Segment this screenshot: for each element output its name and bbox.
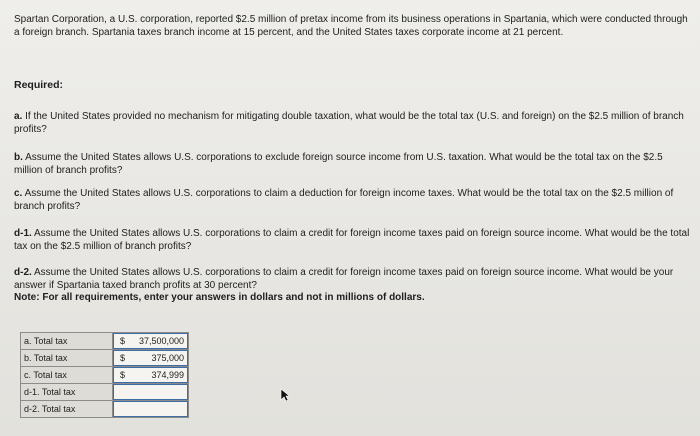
question-c-text: Assume the United States allows U.S. corporations to claim a deduction for foreign income taxes. What would be the total tax on the $2.5 million of branch profits? [14,188,674,212]
answer-value-c: 374,999 [151,370,184,380]
question-a [14,111,690,136]
answer-cell-d1[interactable] [113,384,189,401]
question-d1-text: Assume the United States allows U.S. corporations to claim a credit for foreign income taxes paid on foreign source income. What would be the total tax on the $2.5 million of branch profits? [14,228,690,252]
question-d2-label: d-2. [14,267,32,278]
answer-row-d2 [21,401,189,418]
question-d2 [14,267,690,292]
answer-label-d1: d-1. Total tax [21,384,113,401]
answer-row-a [21,333,189,350]
currency-symbol: $ [120,370,126,380]
note-text: Note: For all requirements, enter your answers in dollars and not in millions of dollars. [14,292,425,303]
answer-row-c [21,367,189,384]
answer-label-a: a. Total tax [21,333,113,350]
answer-value-a: 37,500,000 [138,336,184,346]
answer-label-c: c. Total tax [21,367,113,384]
problem-intro: Spartan Corporation, a U.S. corporation, reported $2.5 million of pretax income from its business operations in Spartania, which were conducted through a foreign branch. Spartania taxes branch income at 15 percent, and the United States taxes corporate income at 21 percent. [14,14,688,38]
question-b-label: b. [14,152,23,163]
currency-symbol: $ [120,336,126,346]
answer-cell-d2[interactable] [113,401,189,418]
answer-row-d1 [21,384,189,401]
question-d1-label: d-1. [14,228,32,239]
question-c-label: c. [14,188,23,199]
answer-label-b: b. Total tax [21,350,113,367]
answer-row-b [21,350,189,367]
answer-cell-c[interactable] [113,367,189,384]
answer-input-a[interactable] [113,333,188,349]
answer-input-d1[interactable] [113,384,188,400]
question-d2-text: Assume the United States allows U.S. corporations to claim a credit for foreign income taxes paid on foreign source income. What would be your answer if Spartania taxed branch profits at 30 percent? [14,267,674,291]
mouse-pointer-icon [280,388,290,402]
question-c [14,188,690,213]
answer-input-d2[interactable] [113,401,188,417]
answer-cell-a[interactable] [113,333,189,350]
currency-symbol: $ [120,353,126,363]
answer-input-b[interactable] [113,350,188,366]
question-a-text: If the United States provided no mechanism for mitigating double taxation, what would be the total tax (U.S. and foreign) on the $2.5 million of branch profits? [14,111,684,135]
answer-cell-b[interactable] [113,350,189,367]
question-d1 [14,228,690,253]
required-heading: Required: [14,79,64,91]
answer-label-d2: d-2. Total tax [21,401,113,418]
question-b-text: Assume the United States allows U.S. corporations to exclude foreign source income from U.S. taxation. What would be the total tax on the $2.5 million of branch profits? [14,152,663,176]
answer-table [20,332,189,418]
answer-value-b: 375,000 [151,353,184,363]
answer-input-c[interactable] [113,367,188,383]
question-b [14,152,690,177]
question-a-label: a. [14,111,23,122]
